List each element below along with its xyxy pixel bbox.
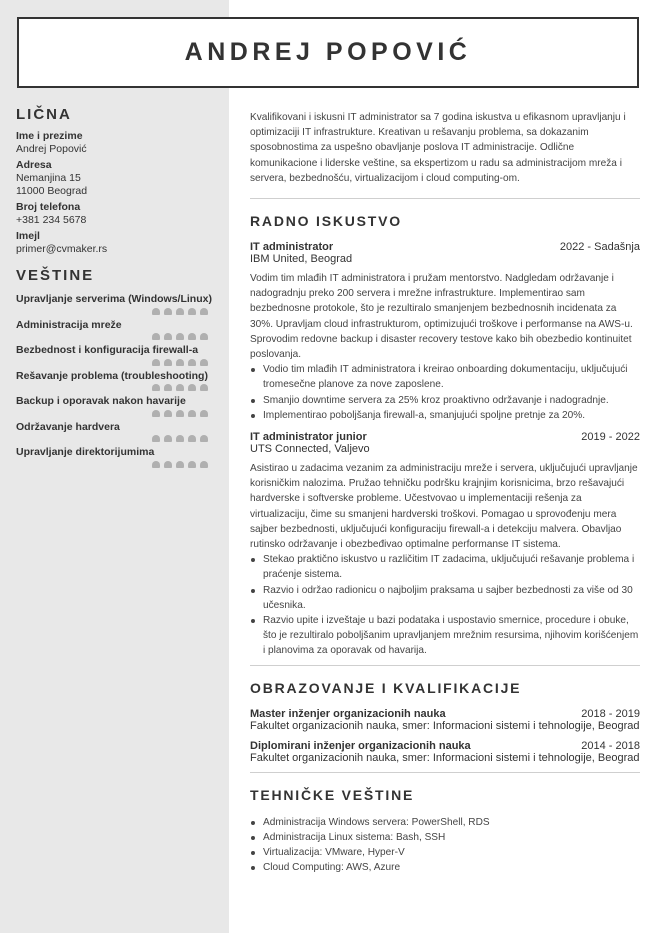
list-item: Virtualizacija: VMware, Hyper-V xyxy=(250,845,640,860)
skill-rating xyxy=(16,308,216,315)
skill-item xyxy=(16,421,216,443)
skill-item xyxy=(16,395,216,417)
skill-rating xyxy=(16,384,216,391)
job-company: UTS Connected, Valjevo xyxy=(250,443,370,456)
skill-dot xyxy=(152,308,160,315)
degree-date: 2014 - 2018 xyxy=(581,739,640,752)
list-item: Razvio i održao radionicu o najboljim praksama u sajber bezbednosti za više od 30 učesnika. xyxy=(250,583,640,613)
skill-dot xyxy=(188,410,196,417)
personal-field-address xyxy=(16,159,216,198)
skill-dot xyxy=(188,384,196,391)
skill-dot xyxy=(200,435,208,442)
skill-dot xyxy=(200,359,208,366)
list-item: Stekao praktično iskustvo u različitim IT zadacima, uključujući rešavanje problema i praćenje sistema. xyxy=(250,552,640,582)
skill-item xyxy=(16,293,216,315)
skill-dot xyxy=(164,359,172,366)
skill-name: Rešavanje problema (troubleshooting) xyxy=(16,369,208,382)
skill-rating xyxy=(16,359,216,366)
skill-dot xyxy=(164,384,172,391)
skill-name: Backup i oporavak nakon havarije xyxy=(16,395,186,407)
list-item: Administracija Windows servera: PowerShell, RDS xyxy=(250,815,640,830)
job-date: 2019 - 2022 xyxy=(581,431,640,444)
skill-dot xyxy=(188,359,196,366)
job-title: IT administrator xyxy=(250,241,334,254)
skill-dot xyxy=(152,435,160,442)
skill-dot xyxy=(188,333,196,340)
divider xyxy=(250,665,640,666)
skills-heading: VEŠTINE xyxy=(16,267,95,284)
personal-heading: LIČNA xyxy=(16,106,72,123)
field-value: +381 234 5678 xyxy=(16,214,87,226)
skill-dot xyxy=(164,461,172,468)
skill-dot xyxy=(200,308,208,315)
list-item: Smanjio downtime servera za 25% kroz proaktivno održavanje i nadogradnje. xyxy=(250,393,640,408)
degree-school: Fakultet organizacionih nauka, smer: Informacioni sistemi i tehnologije, Beograd xyxy=(250,751,640,764)
skill-item xyxy=(16,344,216,366)
personal-field-email xyxy=(16,230,216,256)
list-item: Administracija Linux sistema: Bash, SSH xyxy=(250,830,640,845)
skill-dot xyxy=(152,359,160,366)
tech-skills-heading: TEHNIČKE VEŠTINE xyxy=(250,786,415,803)
skills-list xyxy=(16,293,216,468)
skill-dot xyxy=(200,333,208,340)
job-company: IBM United, Beograd xyxy=(250,253,353,266)
skill-rating xyxy=(16,410,216,417)
full-name: ANDREJ POPOVIĆ xyxy=(184,38,472,66)
skill-dot xyxy=(176,333,184,340)
field-value: Andrej Popović xyxy=(16,143,87,155)
skill-dot xyxy=(176,435,184,442)
skill-item xyxy=(16,446,216,468)
skill-dot xyxy=(176,359,184,366)
skill-dot xyxy=(200,384,208,391)
skill-dot xyxy=(152,333,160,340)
skill-rating xyxy=(16,333,216,340)
skill-dot xyxy=(176,461,184,468)
job-description: Asistirao u zadacima vezanim za administraciju mreže i servera, uključujući upravljanje korisničkim nalozima. Pružao tehničku podršku krajnjim korisnicima, brzo rešavajući hardverske i softverske probleme. Učestvovao u implementaciji rešenja za virtualizaciju, čime su smanjeni hardverski troškovi. Pomagao u sprovođenju mera sajber bezbednosti, uključujući konfiguraciju firewall-a i detekciju malvera. Obavljao rutinsko održavanje i obezbeđivao optimalne performanse IT sistema. xyxy=(250,463,638,551)
field-label: Adresa xyxy=(16,159,52,171)
job-title: IT administrator junior xyxy=(250,431,367,444)
skill-dot xyxy=(176,384,184,391)
education-entry xyxy=(250,708,640,732)
skill-name: Administracija mreže xyxy=(16,318,122,331)
field-label: Ime i prezime xyxy=(16,130,83,142)
list-item: Implementirao poboljšanja firewall-a, smanjujući spoljne pretnje za 20%. xyxy=(250,408,640,423)
job-entry xyxy=(250,431,640,659)
degree-date: 2018 - 2019 xyxy=(581,707,640,720)
skill-dot xyxy=(152,384,160,391)
degree-title: Diplomirani inženjer organizacionih nauka xyxy=(250,739,471,752)
field-value: 11000 Beograd xyxy=(16,185,88,197)
skill-rating xyxy=(16,461,216,468)
skill-dot xyxy=(188,308,196,315)
sidebar-content xyxy=(16,106,216,472)
list-item: Cloud Computing: AWS, Azure xyxy=(250,860,640,875)
education-heading: OBRAZOVANJE I KVALIFIKACIJE xyxy=(250,679,522,696)
field-value: Nemanjina 15 xyxy=(16,172,81,184)
skill-dot xyxy=(188,435,196,442)
job-achievements xyxy=(250,552,640,658)
list-item: Vodio tim mlađih IT administratora i kreirao onboarding dokumentaciju, uključujući tromesečne planove za nove zaposlene. xyxy=(250,362,640,392)
job-entry xyxy=(250,241,640,423)
skill-dot xyxy=(164,435,172,442)
profile-summary: Kvalifikovani i iskusni IT administrator sa 7 godina iskustva u efikasnom upravljanju i optimizaciji IT infrastrukture. Kreativan u rešavanju problema, sa dokazanim sposobnostima za uspešno obavljanje poslova IT administracije. Odlične komunikacione i liderske veštine, sa ekspertizom u radu sa administracijom mreža i servera, bezbednošću, virtualizacijom i cloud computing-om. xyxy=(250,112,626,184)
divider xyxy=(250,772,640,773)
skill-name: Održavanje hardvera xyxy=(16,420,120,433)
name-header xyxy=(17,17,639,88)
degree-school: Fakultet organizacionih nauka, smer: Informacioni sistemi i tehnologije, Beograd xyxy=(250,719,640,732)
skill-item xyxy=(16,370,216,392)
tech-skills-list xyxy=(250,815,640,876)
skill-dot xyxy=(152,461,160,468)
main-content xyxy=(250,110,640,876)
skill-dot xyxy=(152,410,160,417)
skill-dot xyxy=(164,410,172,417)
skill-item xyxy=(16,319,216,341)
skill-dot xyxy=(176,410,184,417)
skill-dot xyxy=(164,333,172,340)
education-entry xyxy=(250,740,640,764)
skill-dot xyxy=(176,308,184,315)
skill-dot xyxy=(200,461,208,468)
list-item: Razvio upite i izveštaje u bazi podataka i uspostavio smernice, procedure i obuke, što je rezultiralo poboljšanim upravljanjem mrežnim resursima, njihovim korišćenjem i planovima za oporavak od havarija. xyxy=(250,613,640,659)
skill-dot xyxy=(188,461,196,468)
skill-name: Upravljanje serverima (Windows/Linux) xyxy=(16,293,212,305)
job-achievements xyxy=(250,362,640,423)
job-date: 2022 - Sadašnja xyxy=(559,241,640,254)
skill-dot xyxy=(164,308,172,315)
divider xyxy=(250,198,640,199)
field-value: primer@cvmaker.rs xyxy=(16,243,108,255)
skill-name: Bezbednost i konfiguracija firewall-a xyxy=(16,344,199,356)
degree-title: Master inženjer organizacionih nauka xyxy=(250,707,446,720)
skill-dot xyxy=(200,410,208,417)
job-description: Vodim tim mlađih IT administratora i pružam mentorstvo. Nadgledam održavanje i nadogradnju preko 200 servera i mrežne infrastrukture. Implementirao sam bezbednosne protokole, što je rezultiralo smanjenjem bezbednosnih incidenata za 30%. Upravljam cloud infrastrukturom, optimizujući troškove i performanse na AWS-u. Sprovodim redovne backup i disaster recovery testove kako bih obezbedio kontinuitet poslovanja. xyxy=(250,273,633,361)
field-label: Broj telefona xyxy=(16,201,81,213)
skill-rating xyxy=(16,435,216,442)
skill-name: Upravljanje direktorijumima xyxy=(16,446,155,458)
personal-field-name xyxy=(16,130,216,156)
personal-field-phone xyxy=(16,201,216,227)
field-label: Imejl xyxy=(16,230,40,242)
experience-heading: RADNO ISKUSTVO xyxy=(250,213,402,230)
